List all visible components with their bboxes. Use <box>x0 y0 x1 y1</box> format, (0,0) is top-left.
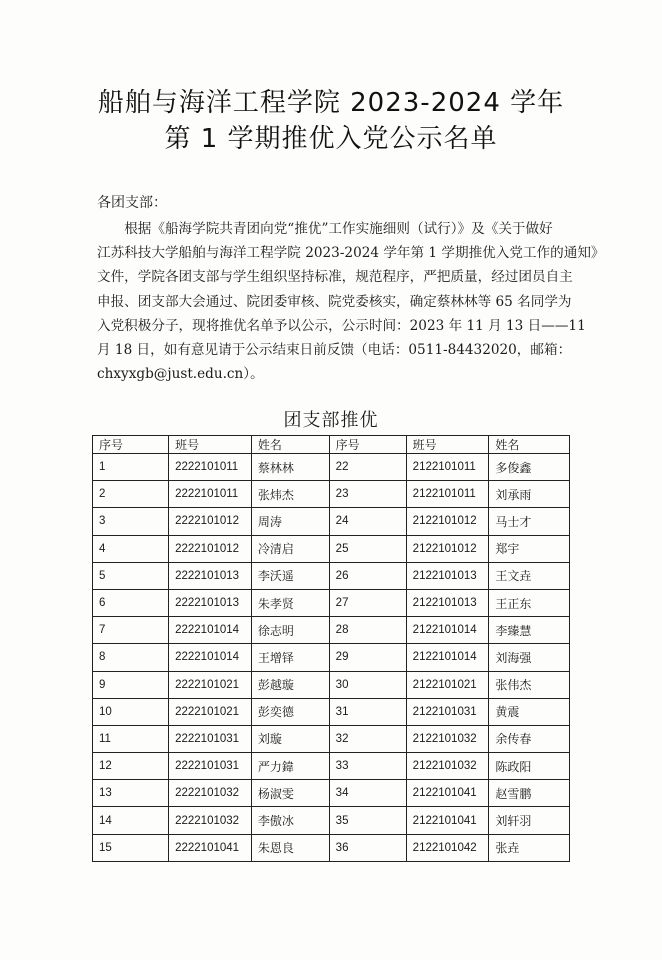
table-cell: 27 <box>329 589 406 616</box>
table-cell: 2222101014 <box>169 644 252 671</box>
table-row <box>93 753 570 780</box>
table-row <box>93 562 570 589</box>
table-cell: 多俊鑫 <box>489 454 570 481</box>
table-cell: 马士才 <box>489 508 570 535</box>
table-cell: 彭奕德 <box>251 698 329 725</box>
table-cell: 张伟杰 <box>489 671 570 698</box>
notice-line: 月 18 日，如有意见请于公示结束日前反馈（电话：0511-84432020，邮箱： <box>97 342 572 359</box>
table-cell: 陈政阳 <box>489 753 570 780</box>
table-cell: 朱孝贤 <box>251 589 329 616</box>
notice-body <box>97 217 605 386</box>
table-row <box>93 698 570 725</box>
table-cell: 2222101032 <box>169 807 252 834</box>
table-cell: 蔡林林 <box>251 454 329 481</box>
table-cell: 2222101012 <box>169 508 252 535</box>
table-row <box>93 807 570 834</box>
column-header: 序号 <box>93 436 169 454</box>
table-cell: 12 <box>93 753 169 780</box>
table-row <box>93 617 570 644</box>
table-cell: 30 <box>329 671 406 698</box>
column-header: 序号 <box>329 436 406 454</box>
table-cell: 2222101041 <box>169 834 252 861</box>
table-row <box>93 834 570 861</box>
column-header: 班号 <box>169 436 252 454</box>
table-cell: 刘璇 <box>251 725 329 752</box>
table-cell: 14 <box>93 807 169 834</box>
table-row <box>93 589 570 616</box>
table-cell: 2222101012 <box>169 535 252 562</box>
table-cell: 彭越璇 <box>251 671 329 698</box>
table-row <box>93 508 570 535</box>
table-row <box>93 535 570 562</box>
table-cell: 刘轩羽 <box>489 807 570 834</box>
table-row <box>93 780 570 807</box>
table-cell: 2222101011 <box>169 454 252 481</box>
table-cell: 余传春 <box>489 725 570 752</box>
table-cell: 刘承雨 <box>489 481 570 508</box>
table-cell: 张垚 <box>489 834 570 861</box>
notice-line: chxyxgb@just.edu.cn）。 <box>97 366 264 383</box>
table-cell: 2122101031 <box>406 698 489 725</box>
table-cell: 2222101021 <box>169 698 252 725</box>
table-cell: 26 <box>329 562 406 589</box>
table-cell: 2122101021 <box>406 671 489 698</box>
notice-line: 入党积极分子，现将推优名单予以公示，公示时间：2023 年 11 月 13 日——11 <box>97 317 586 334</box>
table-cell: 2122101041 <box>406 780 489 807</box>
table-cell: 2222101031 <box>169 753 252 780</box>
table-cell: 2122101014 <box>406 644 489 671</box>
notice-line: 江苏科技大学船舶与海洋工程学院 2023-2024 学年第 1 学期推优入党工作的通知》 <box>97 245 605 262</box>
table-cell: 2122101042 <box>406 834 489 861</box>
table-cell: 23 <box>329 481 406 508</box>
table-cell: 郑宇 <box>489 535 570 562</box>
table-cell: 35 <box>329 807 406 834</box>
table-cell: 徐志明 <box>251 617 329 644</box>
table-cell: 34 <box>329 780 406 807</box>
table-cell: 9 <box>93 671 169 698</box>
table-cell: 29 <box>329 644 406 671</box>
roster-table <box>92 435 570 862</box>
table-cell: 李傲冰 <box>251 807 329 834</box>
notice-line: 文件，学院各团支部与学生组织坚持标准，规范程序，严把质量，经过团员自主 <box>97 269 573 286</box>
document-title-line1: 船舶与海洋工程学院 2023-2024 学年 <box>97 88 565 118</box>
table-cell: 朱恩良 <box>251 834 329 861</box>
table-header-row <box>93 436 570 454</box>
table-cell: 李沃遥 <box>251 562 329 589</box>
table-cell: 24 <box>329 508 406 535</box>
table-cell: 3 <box>93 508 169 535</box>
table-cell: 28 <box>329 617 406 644</box>
document-title-line2: 第 1 学期推优入党公示名单 <box>164 124 498 154</box>
table-cell: 8 <box>93 644 169 671</box>
table-cell: 2222101021 <box>169 671 252 698</box>
table-row <box>93 644 570 671</box>
table-cell: 2222101031 <box>169 725 252 752</box>
notice-line: 申报、团支部大会通过、院团委审核、院党委核实，确定蔡林林等 65 名同学为 <box>97 293 572 310</box>
table-cell: 2222101011 <box>169 481 252 508</box>
table-cell: 5 <box>93 562 169 589</box>
table-cell: 刘海强 <box>489 644 570 671</box>
column-header: 班号 <box>406 436 489 454</box>
table-cell: 杨淑雯 <box>251 780 329 807</box>
table-cell: 22 <box>329 454 406 481</box>
table-cell: 2122101014 <box>406 617 489 644</box>
table-cell: 31 <box>329 698 406 725</box>
table-cell: 13 <box>93 780 169 807</box>
table-row <box>93 671 570 698</box>
table-cell: 2122101041 <box>406 807 489 834</box>
table-cell: 王文垚 <box>489 562 570 589</box>
table-cell: 33 <box>329 753 406 780</box>
table-cell: 6 <box>93 589 169 616</box>
table-cell: 11 <box>93 725 169 752</box>
table-cell: 王正东 <box>489 589 570 616</box>
section-title: 团支部推优 <box>283 410 379 431</box>
table-cell: 赵雪鹏 <box>489 780 570 807</box>
table-cell: 2222101014 <box>169 617 252 644</box>
table-cell: 2122101032 <box>406 753 489 780</box>
table-cell: 32 <box>329 725 406 752</box>
table-cell: 2222101013 <box>169 562 252 589</box>
table-cell: 1 <box>93 454 169 481</box>
table-cell: 2 <box>93 481 169 508</box>
table-cell: 2222101032 <box>169 780 252 807</box>
table-cell: 周涛 <box>251 508 329 535</box>
table-cell: 15 <box>93 834 169 861</box>
table-cell: 李臻慧 <box>489 617 570 644</box>
table-cell: 2222101013 <box>169 589 252 616</box>
table-cell: 2122101013 <box>406 562 489 589</box>
table-cell: 黄震 <box>489 698 570 725</box>
table-cell: 36 <box>329 834 406 861</box>
table-cell: 2122101012 <box>406 535 489 562</box>
table-cell: 王增铎 <box>251 644 329 671</box>
table-cell: 7 <box>93 617 169 644</box>
table-cell: 10 <box>93 698 169 725</box>
table-row <box>93 454 570 481</box>
table-row <box>93 725 570 752</box>
table-cell: 冷清启 <box>251 535 329 562</box>
table-row <box>93 481 570 508</box>
table-cell: 严力鍏 <box>251 753 329 780</box>
table-cell: 2122101032 <box>406 725 489 752</box>
greeting: 各团支部： <box>97 195 167 211</box>
table-cell: 25 <box>329 535 406 562</box>
table-cell: 2122101012 <box>406 508 489 535</box>
column-header: 姓名 <box>251 436 329 454</box>
column-header: 姓名 <box>489 436 570 454</box>
table-cell: 2122101013 <box>406 589 489 616</box>
table-cell: 张炜杰 <box>251 481 329 508</box>
roster-table-body <box>93 454 570 862</box>
notice-line: 根据《船海学院共青团向党“推优”工作实施细则（试行）》及《关于做好 <box>124 221 553 237</box>
table-cell: 4 <box>93 535 169 562</box>
table-cell: 2122101011 <box>406 454 489 481</box>
table-cell: 2122101011 <box>406 481 489 508</box>
